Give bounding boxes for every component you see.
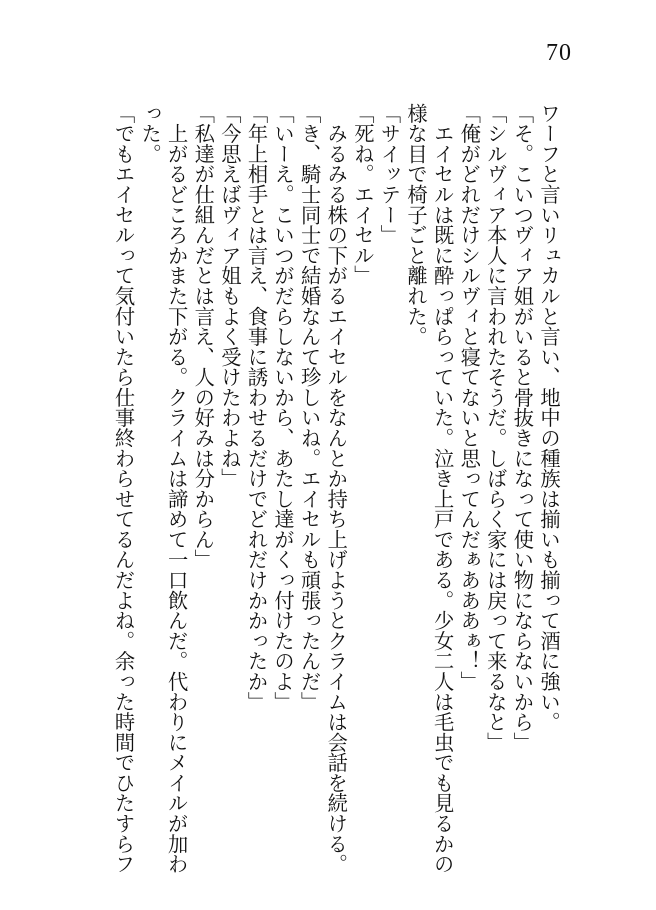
text-line: ワーフと言いリュカルと言い、地中の種族は揃いも揃って酒に強い。 xyxy=(537,103,561,732)
text-line: エイセルは既に酔っぱらっていた。泣き上戸である。少女二人は毛虫でも見るかの xyxy=(430,103,455,875)
page-number: 70 xyxy=(546,40,572,66)
text-line: 「俺がどれだけシルヴィと寝てないと思ってんだぁあああぁ！」 xyxy=(457,103,482,692)
text-line: 様な目で椅子ごと離れた。 xyxy=(404,103,429,347)
text-line: った。 xyxy=(138,103,163,164)
text-line: 「いーえ。こいつがだらしないから、あたし達がくっ付けたのよ」 xyxy=(271,103,296,712)
body-text xyxy=(110,103,562,873)
text-line: 「シルヴィア本人に言われたそうだ。しばらく家には戻って来るなと」 xyxy=(483,103,508,753)
text-line: みるみる株の下がるエイセルをなんとか持ち上げようとクライムは会話を続ける。 xyxy=(324,103,349,875)
text-line: 「私達が仕組んだとは言え、人の好みは分からん」 xyxy=(191,103,216,570)
text-line: 「でもエイセルって気付いたら仕事終わらせてるんだよね。余った時間でひたすらフ xyxy=(111,103,136,875)
text-line: 「年上相手とは言え、食事に誘わせるだけでどれだけかかったか」 xyxy=(244,103,269,712)
text-line: 「そ。こいつヴィア姐がいると骨抜きになって使い物にならないから」 xyxy=(510,103,535,753)
text-line: 「サイッテー」 xyxy=(377,103,402,246)
text-line: 「き、騎士同士で結婚なんて珍しいね。エイセルも頑張ったんだ」 xyxy=(297,103,322,712)
text-line: 「今思えばヴィア姐もよく受けたわよね」 xyxy=(217,103,242,489)
text-line: 「死ね。エイセル」 xyxy=(350,103,375,286)
text-line: 上がるどころかまた下がる。クライムは諦めて一口飲んだ。代わりにメイルが加わ xyxy=(164,103,189,875)
